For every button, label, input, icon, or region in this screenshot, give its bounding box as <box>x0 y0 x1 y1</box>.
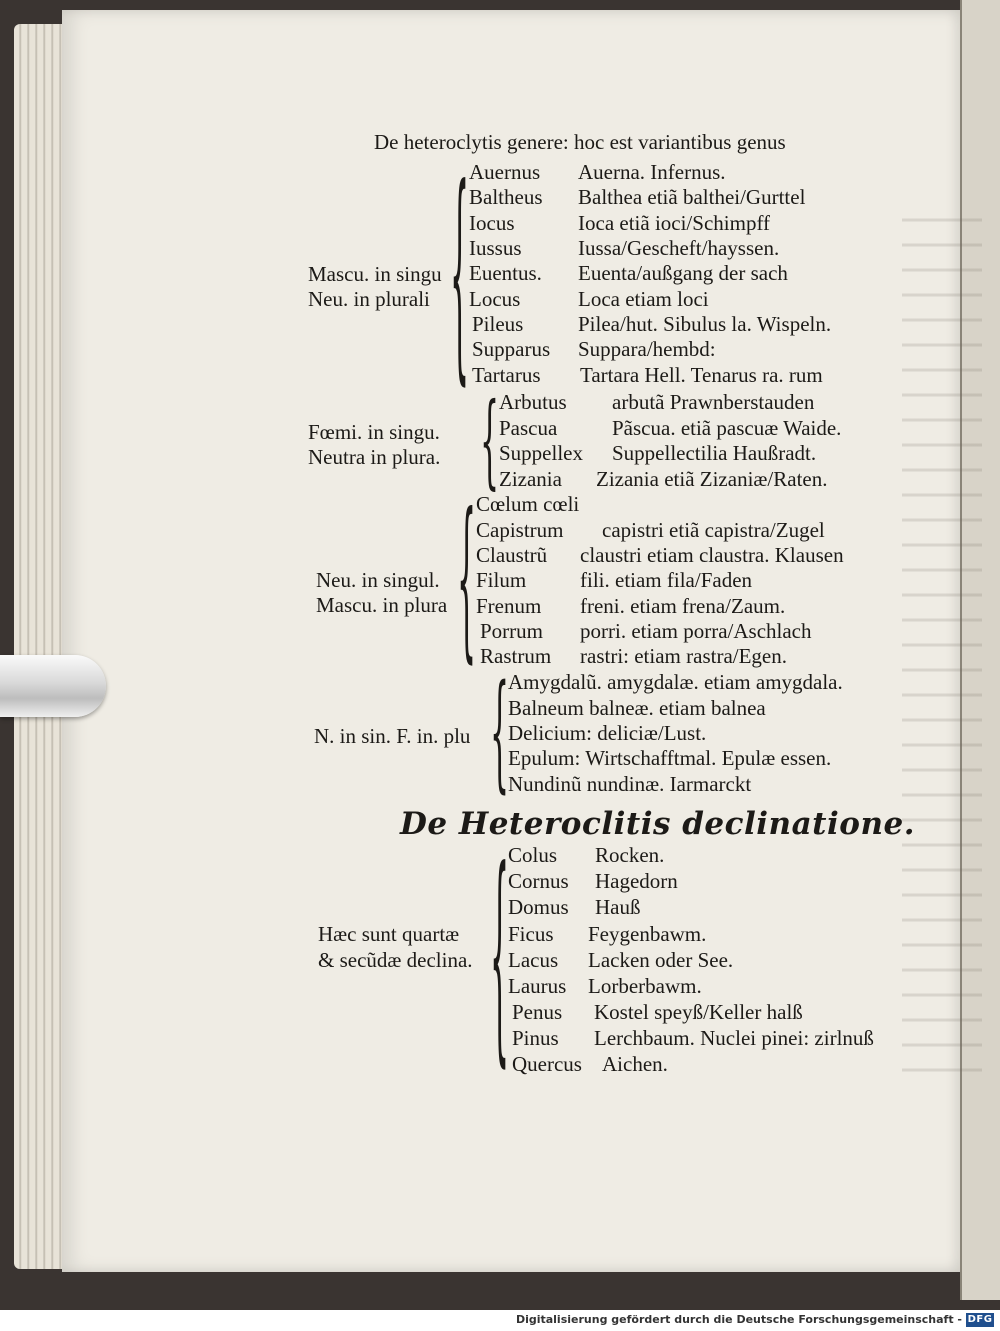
group5-brace: { <box>490 827 510 1094</box>
g1-term-5: Locus <box>469 287 521 311</box>
g5-term-4: Lacus <box>508 948 559 972</box>
g2-def-1: Pãscua. etiã pascuæ Waide. <box>612 416 842 440</box>
group5-label-line1: Hæc sunt quartæ <box>318 922 460 946</box>
g5-def-6: Kostel speyß/Keller halß <box>594 1000 803 1024</box>
group1-brace: { <box>450 145 470 412</box>
g1-def-8: Tartara Hell. Tenarus ra. rum <box>580 363 823 387</box>
g1-term-7: Supparus <box>472 337 551 361</box>
g1-def-3: Iussa/Gescheft/hayssen. <box>578 236 780 260</box>
g1-term-3: Iussus <box>469 236 522 260</box>
g5-term-0: Colus <box>508 843 558 867</box>
g4-entry-0: Amygdalũ. amygdalæ. etiam amygdala. <box>508 670 843 694</box>
g1-term-6: Pileus <box>472 312 524 336</box>
footer-credit: Digitalisierung gefördert durch die Deutsche Forschungsgemeinschaft - <box>515 1313 962 1326</box>
page-holder-rod <box>0 655 106 717</box>
g3-def-2: claustri etiam claustra. Klausen <box>580 543 844 567</box>
group3-label-line2: Mascu. in plura <box>316 593 448 617</box>
g1-def-0: Auerna. Infernus. <box>578 160 726 184</box>
g3-term-3: Filum <box>476 568 527 592</box>
g1-term-0: Auernus <box>469 160 541 184</box>
g5-term-2: Domus <box>508 895 569 919</box>
g1-term-8: Tartarus <box>472 363 541 387</box>
g3-def-5: porri. etiam porra/Aschlach <box>580 619 812 643</box>
group3-label-line1: Neu. in singul. <box>316 568 440 592</box>
g5-term-5: Laurus <box>508 974 567 998</box>
g2-term-0: Arbutus <box>499 390 567 414</box>
g3-term-0: Cœlum cœli <box>476 492 580 516</box>
g1-term-4: Euentus. <box>469 261 542 285</box>
g5-term-3: Ficus <box>508 922 554 946</box>
g5-term-6: Penus <box>512 1000 563 1024</box>
g3-term-1: Capistrum <box>476 518 564 542</box>
g1-term-1: Baltheus <box>469 185 543 209</box>
g4-entry-3: Epulum: Wirtschafftmal. Epulæ essen. <box>508 746 832 770</box>
group3-brace: { <box>457 480 477 684</box>
g5-def-1: Hagedorn <box>595 869 678 893</box>
g1-def-6: Pilea/hut. Sibulus la. Wispeln. <box>578 312 832 336</box>
g1-def-1: Balthea etiã balthei/Gurttel <box>578 185 806 209</box>
group2-brace: { <box>480 383 500 503</box>
g1-term-2: Iocus <box>469 211 515 235</box>
g2-def-3: Zizania etiã Zizaniæ/Raten. <box>596 467 828 491</box>
group2-label-line2: Neutra in plura. <box>308 445 441 469</box>
g5-def-8: Aichen. <box>602 1052 668 1076</box>
g2-term-2: Suppellex <box>499 441 583 465</box>
g3-def-4: freni. etiam frena/Zaum. <box>580 594 786 618</box>
g5-def-3: Feygenbawm. <box>588 922 707 946</box>
g3-term-6: Rastrum <box>480 644 552 668</box>
section-title: De heteroclytis genere: hoc est variantibus genus <box>374 130 786 154</box>
g5-term-1: Cornus <box>508 869 569 893</box>
g5-def-5: Lorberbawm. <box>588 974 702 998</box>
g5-def-2: Hauß <box>595 895 641 919</box>
g5-term-8: Quercus <box>512 1052 582 1076</box>
g4-entry-2: Delicium: deliciæ/Lust. <box>508 721 707 745</box>
g5-def-4: Lacken oder See. <box>588 948 734 972</box>
group5-label-line2: & secũdæ declina. <box>318 948 473 972</box>
group4-brace: { <box>490 661 510 809</box>
group1-label-line2: Neu. in plurali <box>308 287 430 311</box>
g2-def-2: Suppellectilia Haußradt. <box>612 441 817 465</box>
g3-def-1: capistri etiã capistra/Zugel <box>602 518 825 542</box>
group2-label-line1: Fœmi. in singu. <box>308 420 440 444</box>
group1-label-line1: Mascu. in singu <box>308 262 442 286</box>
g3-def-6: rastri: etiam rastra/Egen. <box>580 644 787 668</box>
g5-def-7: Lerchbaum. Nuclei pinei: zirlnuß <box>594 1026 874 1050</box>
book-page <box>62 10 960 1272</box>
g2-term-3: Zizania <box>499 467 562 491</box>
g5-term-7: Pinus <box>512 1026 559 1050</box>
g3-term-5: Porrum <box>480 619 543 643</box>
g5-def-0: Rocken. <box>595 843 665 867</box>
g2-term-1: Pascua <box>499 416 558 440</box>
g3-term-4: Frenum <box>476 594 542 618</box>
section2-title: De Heteroclitis declinatione. <box>400 806 916 842</box>
g3-term-2: Claustrũ <box>476 543 548 567</box>
g1-def-7: Suppara/hembd: <box>578 337 716 361</box>
g1-def-5: Loca etiam loci <box>578 287 709 311</box>
g2-def-0: arbutã Prawnberstauden <box>612 390 815 414</box>
dfg-logo: DFG <box>967 1314 993 1325</box>
g4-entry-4: Nundinũ nundinæ. Iarmarckt <box>508 772 752 796</box>
g4-entry-1: Balneum balneæ. etiam balnea <box>508 696 766 720</box>
show-through-text <box>902 200 982 1080</box>
g1-def-4: Euenta/außgang der sach <box>578 261 788 285</box>
group4-label: N. in sin. F. in. plu <box>314 724 471 748</box>
g3-def-3: fili. etiam fila/Faden <box>580 568 753 592</box>
g1-def-2: Ioca etiã ioci/Schimpff <box>578 211 771 235</box>
